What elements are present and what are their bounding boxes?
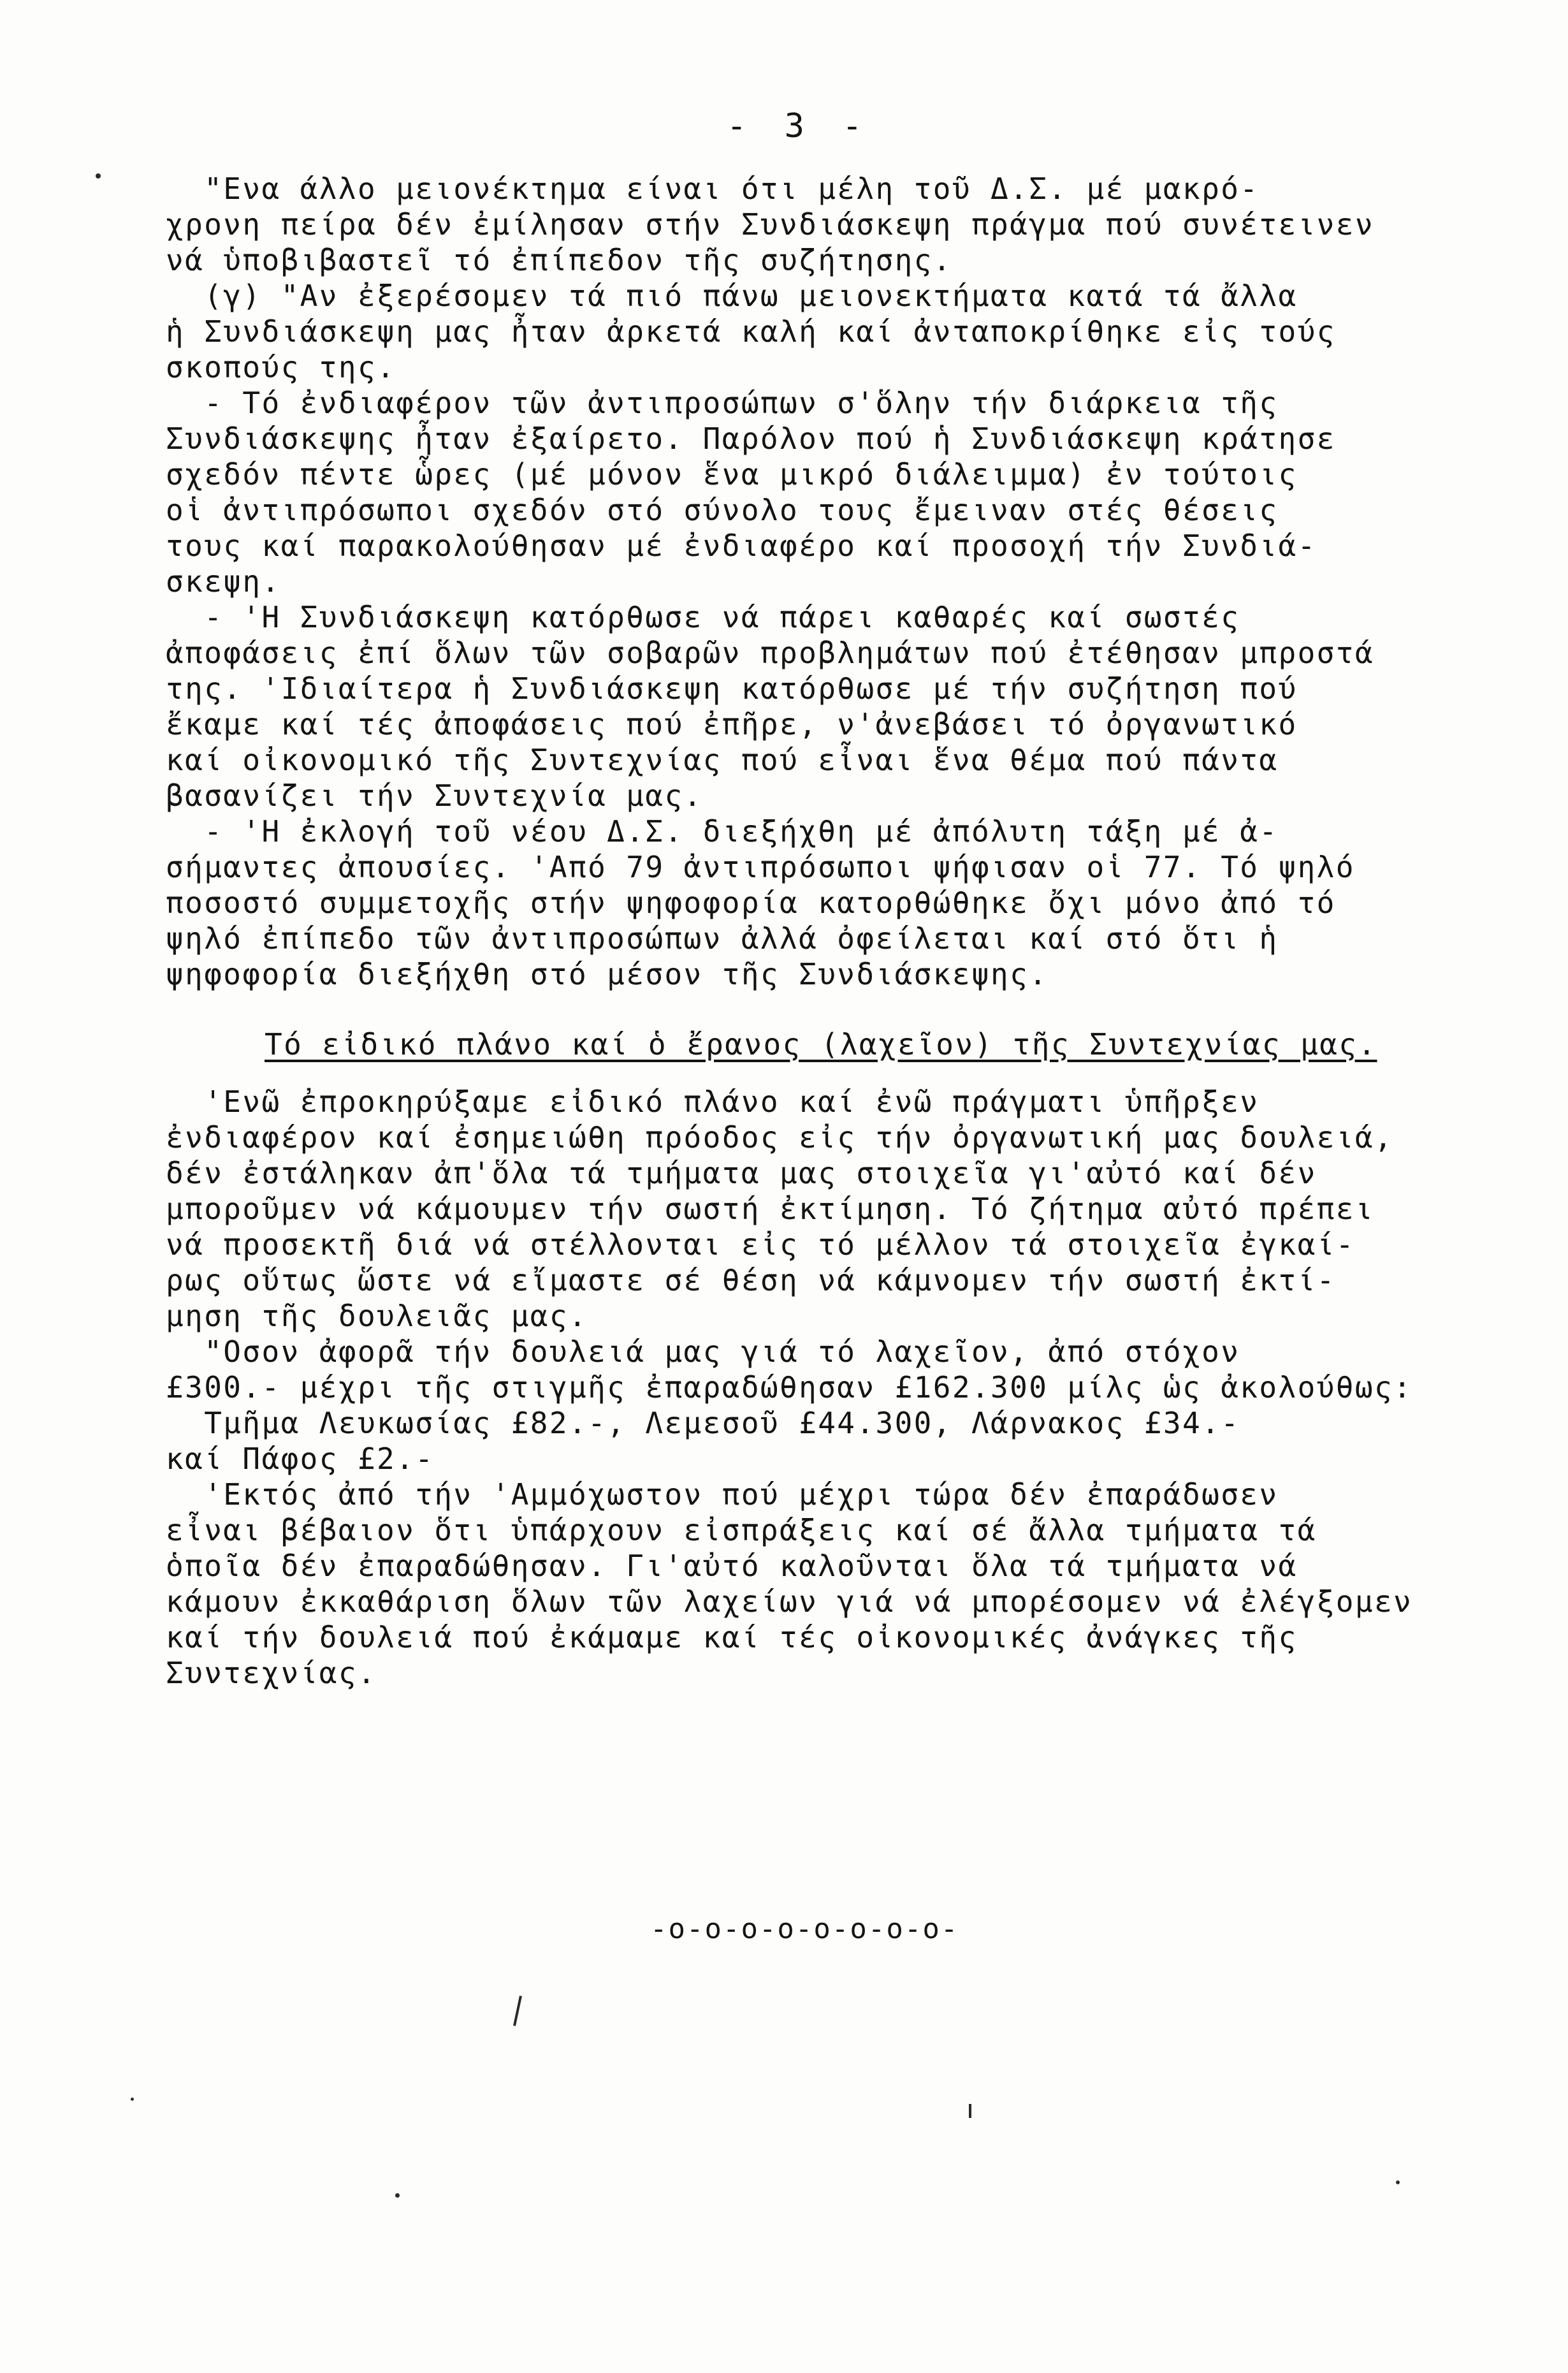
scan-mark — [513, 1996, 522, 2026]
paragraph-p8 — [166, 1405, 1441, 1477]
scan-mark — [969, 2104, 971, 2118]
text-line: δέν ἐστάληκαν ἀπ'ὅλα τά τμήματα μας στοιχεῖα γι'αὐτό καί δέν — [166, 1156, 1317, 1190]
text-line: νά προσεκτῆ διά νά στέλλονται εἰς τό μέλλον τά στοιχεῖα ἐγκαί- — [166, 1227, 1355, 1262]
text-line: σήμαντες ἀπουσίες. 'Από 79 ἀντιπρόσωποι ψήφισαν οἱ 77. Τό ψηλό — [166, 850, 1355, 884]
text-line: - 'Η ἐκλογή τοῦ νέου Δ.Σ. διεξήχθη μέ ἀπόλυτη τάξη μέ ἀ- — [166, 814, 1279, 849]
text-line: - 'Η Συνδιάσκεψη κατόρθωσε νά πάρει καθαρές καί σωστές — [166, 600, 1240, 634]
text-line: της. 'Ιδιαίτερα ἡ Συνδιάσκεψη κατόρθωσε μέ τήν συζήτηση πού — [166, 671, 1298, 706]
text-line: ποσοστό συμμετοχῆς στήν ψηφοφορία κατορθώθηκε ὄχι μόνο ἀπό τό — [166, 886, 1336, 920]
text-line: εἶναι βέβαιον ὅτι ὑπάρχουν εἰσπράξεις καί σέ ἄλλα τμήματα τά — [166, 1513, 1317, 1547]
scan-mark — [1396, 2180, 1400, 2184]
text-line: σχεδόν πέντε ὧρες (μέ μόνον ἕνα μικρό διάλειμμα) ἐν τούτοις — [166, 457, 1298, 492]
text-line: ψηφοφορία διεξήχθη στό μέσον τῆς Συνδιάσκεψης. — [166, 957, 1049, 991]
paragraph-p9 — [166, 1477, 1441, 1691]
text-line: - Τό ἐνδιαφέρον τῶν ἀντιπροσώπων σ'ὅλην τήν διάρκεια τῆς — [166, 386, 1279, 420]
text-line: ρως οὕτως ὥστε νά εἴμαστε σέ θέση νά κάμνομεν τήν σωστή ἐκτί- — [166, 1263, 1336, 1297]
text-line: μποροῦμεν νά κάμουμεν τήν σωστή ἐκτίμηση. Τό ζήτημα αὐτό πρέπει — [166, 1192, 1374, 1226]
page-number: - 3 - — [727, 107, 871, 145]
text-line: "Οσον ἀφορᾶ τήν δουλειά μας γιά τό λαχεῖον, ἀπό στόχον — [166, 1334, 1240, 1369]
paragraph-p1 — [166, 171, 1441, 278]
scan-mark — [131, 2098, 134, 2101]
text-line: χρονη πείρα δέν ἐμίλησαν στήν Συνδιάσκεψη πράγμα πού συνέτεινεν — [166, 207, 1374, 242]
text-line: μηση τῆς δουλειᾶς μας. — [166, 1299, 588, 1333]
text-line: σκεψη. — [166, 564, 281, 599]
text-line: £300.- μέχρι τῆς στιγμῆς ἐπαραδώθησαν £162.300 μίλς ὡς ἀκολούθως: — [166, 1370, 1413, 1405]
text-line: κάμουν ἐκκαθάριση ὅλων τῶν λαχείων γιά νά μπορέσομεν νά ἐλέγξομεν — [166, 1584, 1413, 1619]
paragraph-p6 — [166, 1084, 1441, 1334]
section-heading: Τό εἰδικό πλάνο καί ὁ ἔρανος (λαχεῖον) τῆς Συντεχνίας μας. — [265, 1027, 1377, 1062]
text-line: "Ενα άλλο μειονέκτημα είναι ότι μέλη τοῦ Δ.Σ. μέ μακρό- — [166, 172, 1259, 206]
text-line: νά ὑποβιβαστεῖ τό ἐπίπεδον τῆς συζήτησης. — [166, 243, 952, 277]
scan-mark — [395, 2193, 400, 2198]
section-divider: -o-o-o-o-o-o-o-o- — [650, 1913, 959, 1945]
text-line: ψηλό ἐπίπεδο τῶν ἀντιπροσώπων ἀλλά ὀφείλεται καί στό ὅτι ἡ — [166, 921, 1279, 956]
text-line: 'Ενῶ ἐπροκηρύξαμε εἰδικό πλάνο καί ἐνῶ πράγματι ὑπῆρξεν — [166, 1084, 1259, 1119]
text-line: οἱ ἀντιπρόσωποι σχεδόν στό σύνολο τους ἔμειναν στές θέσεις — [166, 493, 1279, 527]
text-line: καί οἰκονομικό τῆς Συντεχνίας πού εἶναι ἕνα θέμα πού πάντα — [166, 743, 1279, 777]
text-line: καί τήν δουλειά πού ἐκάμαμε καί τές οἰκονομικές ἀνάγκες τῆς — [166, 1620, 1298, 1654]
body-text-lower — [166, 1084, 1441, 1691]
body-text-upper — [166, 171, 1441, 992]
text-line: (γ) "Αν ἐξερέσομεν τά πιό πάνω μειονεκτήματα κατά τά ἄλλα — [166, 279, 1298, 313]
text-line: ἀποφάσεις ἐπί ὅλων τῶν σοβαρῶν προβλημάτων πού ἐτέθησαν μπροστά — [166, 636, 1374, 670]
paragraph-p2 — [166, 278, 1441, 385]
paragraph-p4 — [166, 599, 1441, 814]
text-line: ἐνδιαφέρον καί ἐσημειώθη πρόοδος εἰς τήν ὀργανωτική μας δουλειά, — [166, 1120, 1394, 1155]
text-line: βασανίζει τήν Συντεχνία μας. — [166, 778, 703, 813]
paragraph-p5 — [166, 814, 1441, 992]
scan-mark — [96, 173, 101, 179]
text-line: Συντεχνίας. — [166, 1656, 377, 1690]
text-line: 'Εκτός ἀπό τήν 'Αμμόχωστον πού μέχρι τώρα δέν ἐπαράδωσεν — [166, 1477, 1279, 1512]
text-line: Συνδιάσκεψης ἦταν ἐξαίρετο. Παρόλον πού ἡ Συνδιάσκεψη κράτησε — [166, 421, 1336, 456]
text-line: ἡ Συνδιάσκεψη μας ἦταν ἀρκετά καλή καί ἀνταποκρίθηκε εἰς τούς — [166, 314, 1336, 349]
text-line: ἔκαμε καί τές ἀποφάσεις πού ἐπῆρε, ν'ἀνεβάσει τό ὀργανωτικό — [166, 707, 1298, 741]
text-line: Τμῆμα Λευκωσίας £82.-, Λεμεσοῦ £44.300, Λάρνακος £34.- — [166, 1406, 1240, 1440]
paragraph-p7 — [166, 1334, 1441, 1405]
text-line: καί Πάφος £2.- — [166, 1442, 435, 1476]
text-line: τους καί παρακολούθησαν μέ ἐνδιαφέρο καί προσοχή τήν Συνδιά- — [166, 529, 1317, 563]
text-line: ὁποῖα δέν ἐπαραδώθησαν. Γι'αὐτό καλοῦνται ὅλα τά τμήματα νά — [166, 1549, 1298, 1583]
paragraph-p3 — [166, 385, 1441, 599]
text-line: σκοπούς της. — [166, 350, 396, 384]
